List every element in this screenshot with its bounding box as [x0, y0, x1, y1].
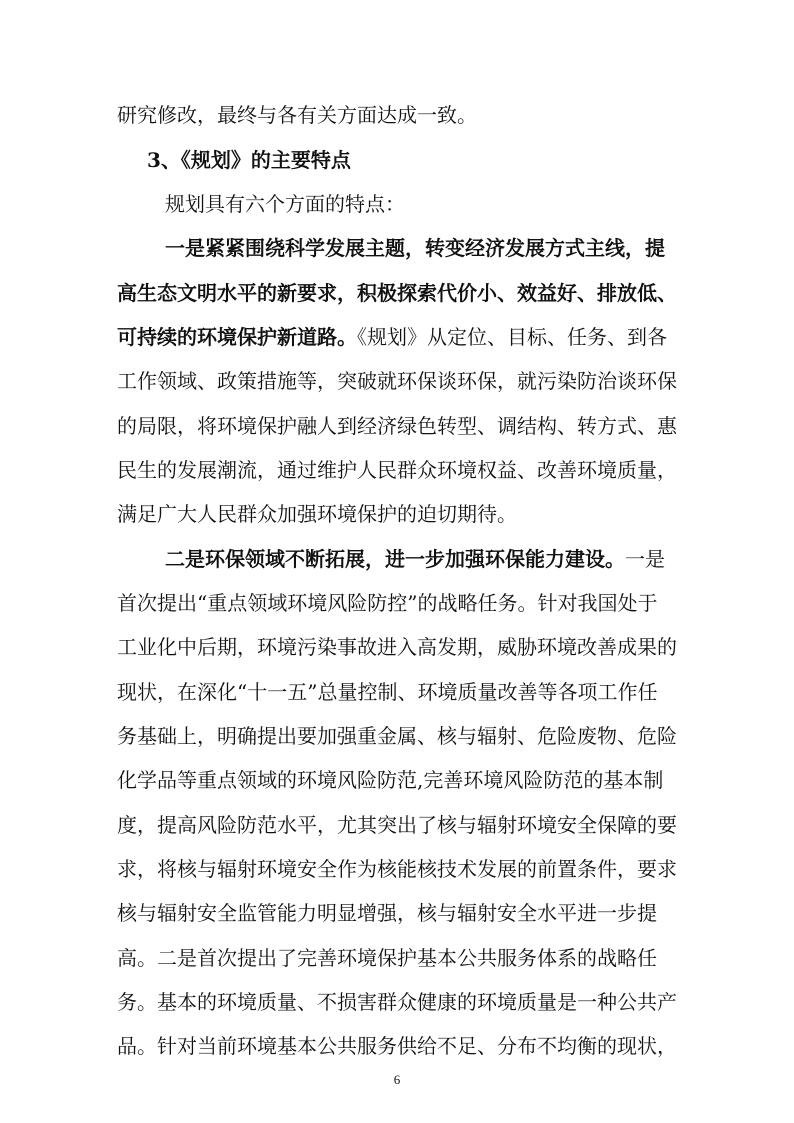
text-line: 二是环保领域不断拓展，进一步加强环保能力建设。一是 — [165, 547, 665, 571]
text-line: 可持续的环境保护新道路。《规划》从定位、目标、任务、到各 — [117, 325, 667, 349]
text-line: 核与辐射安全监管能力明显增强，核与辐射安全水平进一步提 — [117, 901, 657, 925]
text-line: 满足广大人民群众加强环境保护的迫切期待。 — [117, 502, 517, 526]
text-line: 研究修改，最终与各有关方面达成一致。 — [117, 103, 477, 127]
text-line: 化学品等重点领域的环境风险防范,完善环境风险防范的基本制 — [117, 768, 664, 792]
text-line: 高。二是首次提出了完善环境保护基本公共服务体系的战略任 — [117, 946, 657, 970]
bold-text-line: 高生态文明水平的新要求，积极探索代价小、效益好、排放低、 — [117, 281, 677, 305]
text-line: 度，提高风险防范水平，尤其突出了核与辐射环境安全保障的要 — [117, 813, 677, 837]
text-line: 首次提出“重点领域环境风险防控”的战略任务。针对我国处于 — [117, 591, 658, 615]
section-heading: 3、《规划》的主要特点 — [147, 148, 351, 172]
text-line: 工业化中后期，环境污染事故进入高发期，威胁环境改善成果的 — [117, 635, 677, 659]
text-line: 民生的发展潮流，通过维护人民群众环境权益、改善环境质量， — [117, 458, 677, 482]
text-line: 求，将核与辐射环境安全作为核能核技术发展的前置条件，要求 — [117, 857, 677, 881]
text-line: 务基础上，明确提出要加强重金属、核与辐射、危险废物、危险 — [117, 724, 677, 748]
bold-text-line: 一是紧紧围绕科学发展主题，转变经济发展方式主线，提 — [165, 236, 665, 260]
text-line: 现状，在深化“十一五”总量控制、环境质量改善等各项工作任 — [117, 680, 658, 704]
text-line: 规划具有六个方面的特点： — [165, 192, 405, 216]
text-line: 品。针对当前环境基本公共服务供给不足、分布不均衡的现状， — [117, 1034, 677, 1058]
text-line: 的局限，将环境保护融人到经济绿色转型、调结构、转方式、惠 — [117, 414, 677, 438]
text-line: 工作领域、政策措施等，突破就环保谈环保，就污染防治谈环保 — [117, 369, 677, 393]
page-number: 6 — [393, 1072, 401, 1087]
text-line: 务。基本的环境质量、不损害群众健康的环境质量是一种公共产 — [117, 990, 677, 1014]
